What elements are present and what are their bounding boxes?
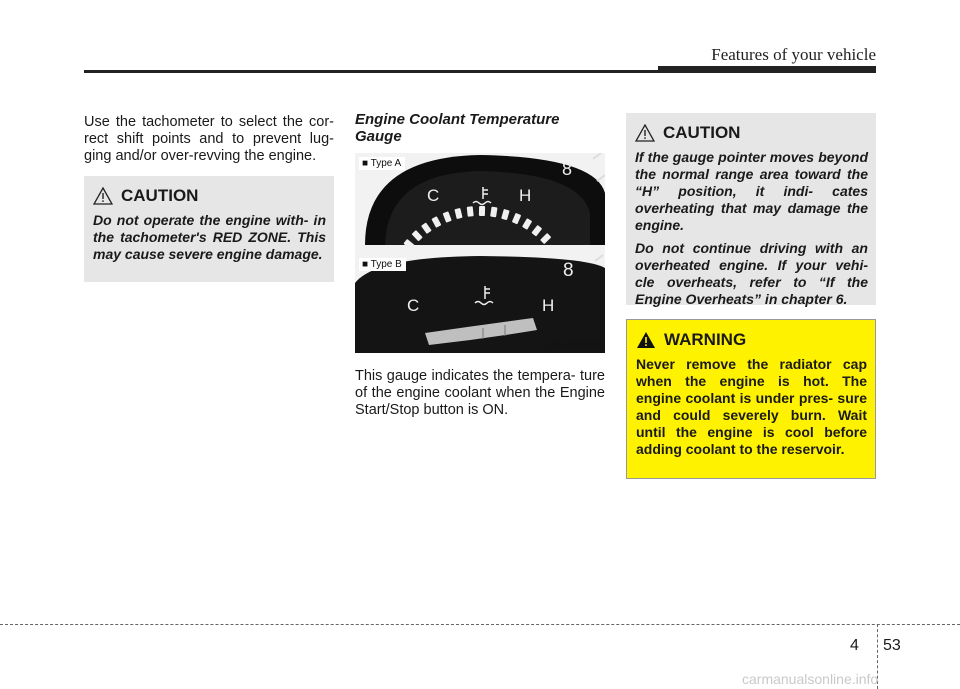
warning-box <box>626 319 876 479</box>
figure-code: OKH042057 <box>546 340 602 351</box>
warning-triangle-icon <box>636 331 656 349</box>
caution-text: Do not operate the engine with- in the tachometer's RED ZONE. This may cause severe engine damage. <box>93 212 326 262</box>
caution-triangle-icon <box>93 187 113 205</box>
page-header-title: Features of your vehicle <box>711 45 876 64</box>
gauge-description-paragraph: This gauge indicates the tempera- ture of the engine coolant when the Engine Start/Stop button is ON. <box>355 368 605 418</box>
type-a-label: ■ Type A <box>359 157 405 170</box>
caution-title: CAUTION <box>121 186 199 205</box>
gauge-illustration <box>355 153 605 353</box>
tachometer-paragraph: Use the tachometer to select the cor- rect shift points and to prevent lug- ging and/or over-revving the engine. <box>84 114 334 164</box>
page-chapter: 4 <box>850 637 859 654</box>
caution-title-row <box>635 123 868 143</box>
gauge-b-rpm-digit: 8 <box>563 260 574 281</box>
page-number: 53 <box>883 637 901 654</box>
caution-box-tachometer <box>84 176 334 282</box>
footer-rule <box>0 624 960 625</box>
gauge-a-tick <box>479 206 485 216</box>
caution-title: CAUTION <box>663 123 741 142</box>
caution-triangle-icon <box>635 124 655 142</box>
caution-text-1: If the gauge pointer moves beyond the normal range area toward the “H” position, it indi- cates overheating that may damage the engine. <box>635 149 868 233</box>
warning-title: WARNING <box>664 330 747 349</box>
warning-text: Never remove the radiator cap when the engine is hot. The engine coolant is under pres- sure and could severely burn. Wait until the engine is cool before adding coolant to the reservoir. <box>636 356 867 457</box>
gauge-b-cold-label: C <box>407 296 420 315</box>
section-heading: Engine Coolant Temperature Gauge <box>355 111 560 145</box>
caution-box-overheat <box>626 113 876 305</box>
gauge-a-tick <box>467 206 474 217</box>
gauge-figure <box>355 153 605 353</box>
caution-title-row <box>93 186 326 206</box>
gauge-a-cold-label: C <box>427 186 440 205</box>
gauge-a-rpm-digit: 8 <box>562 159 573 179</box>
watermark: carmanualsonline.info <box>742 671 879 687</box>
gauge-b-hot-label: H <box>542 296 555 315</box>
type-b-label: ■ Type B <box>359 258 406 271</box>
header-rule-accent <box>658 66 876 72</box>
warning-title-row <box>636 330 867 350</box>
gauge-a-hot-label: H <box>519 186 532 205</box>
caution-text-2: Do not continue driving with an overheated engine. If your vehi- cle overheats, refer to “If the Engine Overheats” in chapter 6. <box>635 240 868 307</box>
